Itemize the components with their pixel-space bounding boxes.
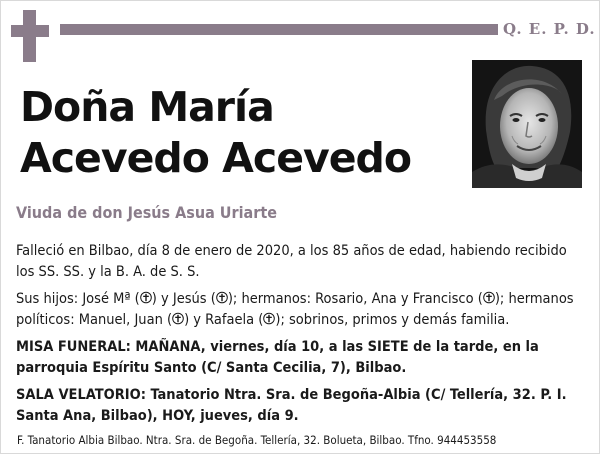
funeral-home-footer: F. Tanatorio Albia Bilbao. Ntra. Sra. de Begoña. Tellería, 32. Bolueta, Bilbao. Tfno. 944453558: [17, 433, 497, 447]
death-paragraph: Falleció en Bilbao, día 8 de enero de 2020, a los 85 años de edad, habiendo recibido los SS. SS. y la B. A. de S. S.: [16, 243, 567, 280]
name-line-1: Doña María: [20, 83, 274, 131]
widow-subtitle: Viuda de don Jesús Asua Uriarte: [16, 203, 277, 222]
wake-room-paragraph: SALA VELATORIO: Tanatorio Ntra. Sra. de Begoña-Albia (C/ Tellería, 32. P. I. Santa Ana, Bilbao), HOY, jueves, día 9.: [16, 387, 567, 424]
cross-in-circle-icon: [263, 312, 275, 325]
cross-in-circle-icon: [140, 291, 152, 304]
header-rule: [60, 24, 498, 35]
deceased-portrait: [472, 60, 582, 188]
name-line-2: Acevedo Acevedo: [20, 134, 412, 182]
qepd-label: Q. E. P. D.: [503, 20, 596, 38]
family-paragraph: Sus hijos: José Mª ( ) y Jesús ( ); hermanos: Rosario, Ana y Francisco ( ); hermanos políticos: Manuel, Juan ( ) y Rafaela ( ); sobrinos, primos y demás familia.: [16, 291, 574, 328]
cross-in-circle-icon: [216, 291, 228, 304]
deceased-name: [20, 82, 450, 184]
cross-in-circle-icon: [483, 291, 495, 304]
funeral-mass-paragraph: MISA FUNERAL: MAÑANA, viernes, día 10, a las SIETE de la tarde, en la parroquia Espíritu Santo (C/ Santa Cecilia, 7), Bilbao.: [16, 339, 539, 376]
cross-in-circle-icon: [172, 312, 184, 325]
latin-cross-icon: [11, 10, 49, 62]
obituary-body: [16, 241, 584, 433]
